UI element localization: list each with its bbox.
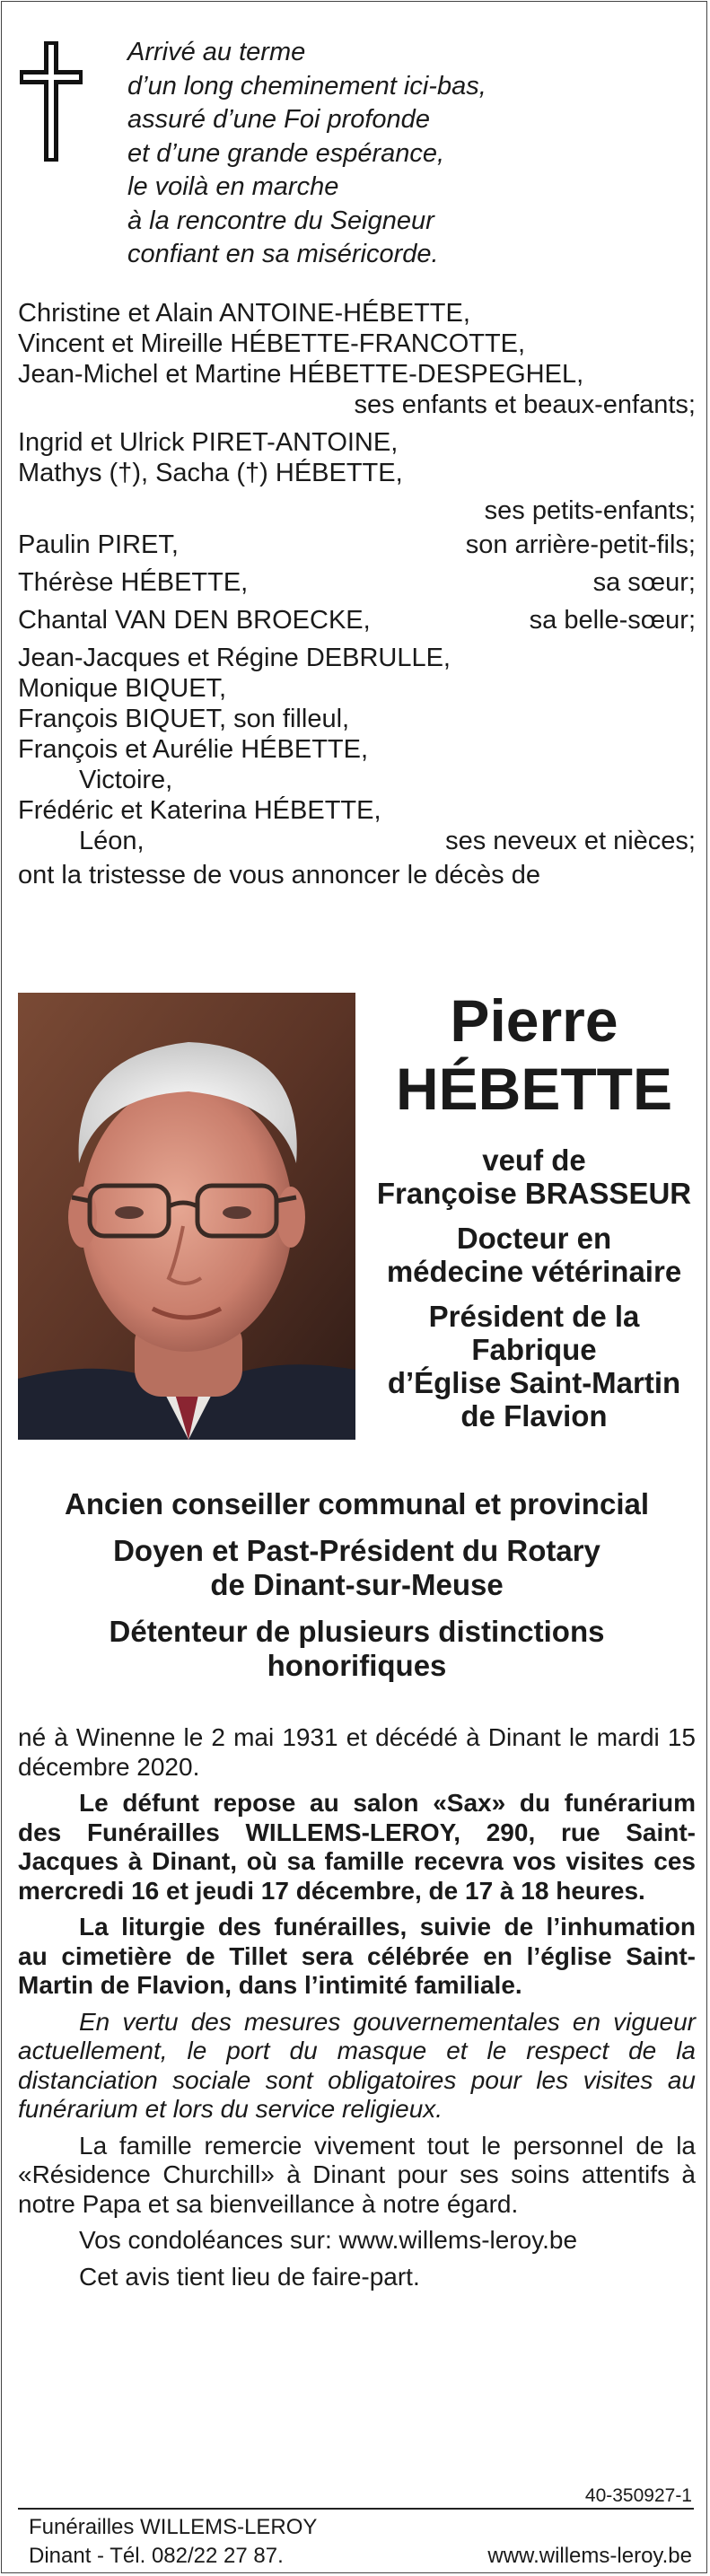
family-row [18,530,696,560]
honor-line: Ancien conseiller communal et provincial [64,1487,650,1520]
family-line: Monique BIQUET, [18,674,227,703]
family-role: ses enfants et beaux-enfants; [354,390,696,419]
honor-line: Détenteur de plusieurs distinctions [109,1615,605,1648]
deceased-last-name: HÉBETTE [395,1056,673,1122]
family-role: sa belle-sœur; [529,606,696,635]
family-row [18,826,696,856]
family-row [18,567,696,598]
verse-line: confiant en sa miséricorde. [127,240,439,268]
honor-line: honorifiques [267,1649,447,1682]
family-line: Christine et Alain ANTOINE-HÉBETTE, [18,299,470,328]
measures-text: En vertu des mesures gouvernementales en vigueur actuellement, le port du masque et le respect de la distanciation sociale sont obligatoires pour les visites au funérarium et lors du service religieux. [18,2007,696,2123]
family-line: Frédéric et Katerina HÉBETTE, [18,796,381,825]
family-line: Jean-Jacques et Régine DEBRULLE, [18,644,451,672]
honor-line: de Dinant-sur-Meuse [210,1568,504,1601]
family-name: Chantal VAN DEN BROECKE, [18,606,371,635]
footer-divider [18,2508,694,2510]
footer-address-phone: Dinant - Tél. 082/22 27 87. [29,2544,284,2568]
family-name: Paulin PIRET, [18,530,179,559]
family-role: sa sœur; [592,568,696,597]
family-line: Ingrid et Ulrick PIRET-ANTOINE, [18,428,399,457]
family-line: Vincent et Mireille HÉBETTE-FRANCOTTE, [18,329,526,358]
verse-line: Arrivé au terme [127,38,306,66]
family-line: François BIQUET, son filleul, [18,705,350,733]
birth-death-text: né à Winenne le 2 mai 1931 et décédé à Dinant le mardi 15 décembre 2020. [18,1723,696,1781]
notice-text: Cet avis tient lieu de faire-part. [79,2262,420,2291]
verse-line: à la rencontre du Seigneur [127,206,434,235]
verse [127,36,666,272]
deceased-titles [368,1143,700,1433]
obituary-notice [1,1,707,2573]
title-line: veuf de [482,1143,586,1177]
family-role: ses neveux et nièces; [445,827,696,855]
footer-website: www.willems-leroy.be [487,2544,692,2568]
family-line: Mathys (†), Sacha (†) HÉBETTE, [18,459,403,487]
portrait-photo [18,993,355,1440]
title-line: Président de la [428,1300,640,1333]
family-line: Victoire, [79,766,173,794]
deceased-first-name: Pierre [450,987,618,1054]
title-line: Fabrique [471,1333,597,1366]
reference-number: 40-350927-1 [584,2485,692,2506]
family-row [18,605,696,635]
announcement: ont la tristesse de vous annoncer le décès de [18,861,540,889]
cross-icon [20,41,83,162]
family-list [18,298,696,890]
verse-line: assuré d’une Foi profonde [127,105,430,134]
verse-line: et d’une grande espérance, [127,138,445,168]
deceased-honors [18,1487,696,1683]
repose-text: Le défunt repose au salon «Sax» du funérarium des Funérailles WILLEMS-LEROY, 290, rue Saint-Jacques à Dinant, où sa famille recevra vos visites ces mercredi 16 et jeudi 17 décembre, de 17 à 18 heures. [18,1789,696,1905]
family-name: Léon, [79,827,145,855]
title-line: Docteur en [456,1222,612,1255]
condolences-text: Vos condoléances sur: www.willems-leroy.be [79,2226,578,2254]
footer-company: Funérailles WILLEMS-LEROY [29,2515,318,2539]
family-line: François et Aurélie HÉBETTE, [18,735,369,764]
thanks-text: La famille remercie vivement tout le personnel de la «Résidence Churchill» à Dinant pour ses soins attentifs à notre Papa et sa bienveillance à notre égard. [18,2131,696,2218]
title-line: de Flavion [460,1399,608,1433]
family-name: Thérèse HÉBETTE, [18,568,249,597]
family-role: ses petits-enfants; [484,496,696,525]
honor-line: Doyen et Past-Président du Rotary [113,1534,600,1567]
title-line: d’Église Saint-Martin [387,1366,681,1399]
verse-line: le voilà en marche [127,172,339,201]
family-role: son arrière-petit-fils; [465,530,696,559]
notice-body [18,1723,696,2299]
family-line: Jean-Michel et Martine HÉBETTE-DESPEGHEL, [18,360,584,389]
title-line: médecine vétérinaire [386,1255,682,1288]
verse-line: d’un long cheminement ici-bas, [127,71,486,101]
title-line: Françoise BRASSEUR [376,1177,692,1210]
liturgy-text: La liturgie des funérailles, suivie de l’inhumation au cimetière de Tillet sera célébrée en l’église Saint-Martin de Flavion, dans l’intimité familiale. [18,1913,696,1999]
